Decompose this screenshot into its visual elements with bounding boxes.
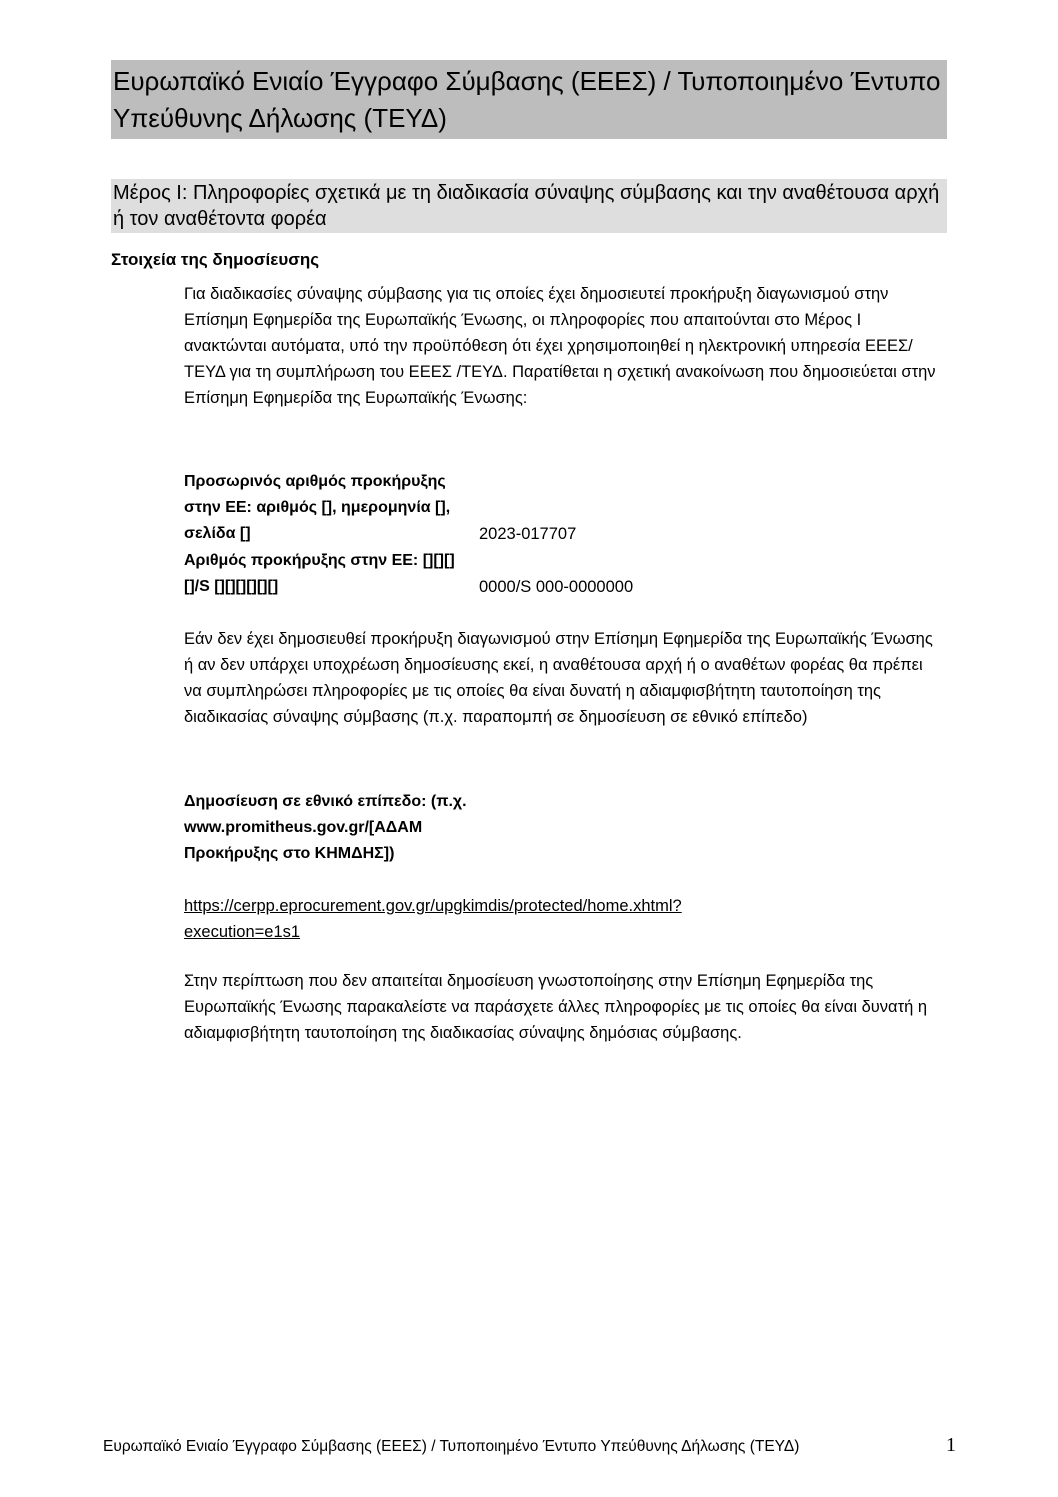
national-publication-label: Δημοσίευση σε εθνικό επίπεδο: (π.χ. www.promitheus.gov.gr/[ΑΔΑΜ Προκήρυξης στο ΚΗΜΔΗΣ]) — [184, 793, 467, 862]
part-title: Μέρος Ι: Πληροφορίες σχετικά με τη διαδικασία σύναψης σύμβασης και την αναθέτουσα αρχή ή τον αναθέτοντα φορέα — [111, 179, 947, 233]
intro-paragraph: Για διαδικασίες σύναψης σύμβασης για τις οποίες έχει δημοσιευτεί προκήρυξη διαγωνισμού στην Επίσημη Εφημερίδα της Ευρωπαϊκής Ένωσης, οι πληροφορίες που απαιτούνται στο Μέρος Ι ανακτώνται αυτόματα, υπό την προϋπόθεση ότι έχει χρησιμοποιηθεί η ηλεκτρονική υπηρεσία ΕΕΕΣ/ΤΕΥΔ για τη συμπλήρωση του ΕΕΕΣ /ΤΕΥΔ. Παρατίθεται η σχετική ανακοίνωση που δημοσιεύεται στην Επίσημη Εφημερίδα της Ευρωπαϊκής Ένωσης: — [184, 285, 936, 407]
temp-notice-value: 2023-017707 — [479, 525, 577, 543]
other-info-paragraph: Στην περίπτωση που δεν απαιτείται δημοσίευση γνωστοποίησης στην Επίσημη Εφημερίδα της Ευρωπαϊκής Ένωσης παρακαλείστε να παράσχετε άλλες πληροφορίες με τις οποίες θα είναι δυνατή η αδιαμφισβήτητη ταυτοποίηση της διαδικασίας σύναψης δημόσιας σύμβασης. — [184, 972, 928, 1042]
footer-text: Ευρωπαϊκό Ενιαίο Έγγραφο Σύμβασης (ΕΕΕΣ) / Τυποποιημένο Έντυπο Υπεύθυνης Δήλωσης (ΤΕΥΔ) — [103, 1438, 800, 1455]
no-publication-paragraph: Εάν δεν έχει δημοσιευθεί προκήρυξη διαγωνισμού στην Επίσημη Εφημερίδα της Ευρωπαϊκής Ένωσης ή αν δεν υπάρχει υποχρέωση δημοσίευσης εκεί, η αναθέτουσα αρχή ή ο αναθέτων φορέας θα πρέπει να συμπληρώσει πληροφορίες με τις οποίες θα είναι δυνατή η αδιαμφισβήτητη ταυτοποίηση της διαδικασίας σύναψης σύμβασης (π.χ. παραπομπή σε δημοσίευση σε εθνικό επίπεδο) — [184, 630, 933, 726]
document-title: Ευρωπαϊκό Ενιαίο Έγγραφο Σύμβασης (ΕΕΕΣ) / Τυποποιημένο Έντυπο Υπεύθυνης Δήλωσης (ΤΕΥΔ) — [111, 60, 947, 139]
eu-notice-value: 0000/S 000-0000000 — [479, 578, 634, 596]
eu-notice-label: Αριθμός προκήρυξης στην ΕΕ: [][][][]/S [][][][][][] — [184, 552, 455, 595]
temp-notice-label: Προσωρινός αριθμός προκήρυξης στην ΕΕ: αριθμός [], ημερομηνία [], σελίδα [] — [184, 473, 451, 542]
page-number: 1 — [946, 1434, 956, 1456]
national-publication-link[interactable]: https://cerpp.eprocurement.gov.gr/upgkimdis/protected/home.xhtml?execution=e1s1 — [184, 897, 682, 941]
section-heading: Στοιχεία της δημοσίευσης — [111, 250, 320, 269]
